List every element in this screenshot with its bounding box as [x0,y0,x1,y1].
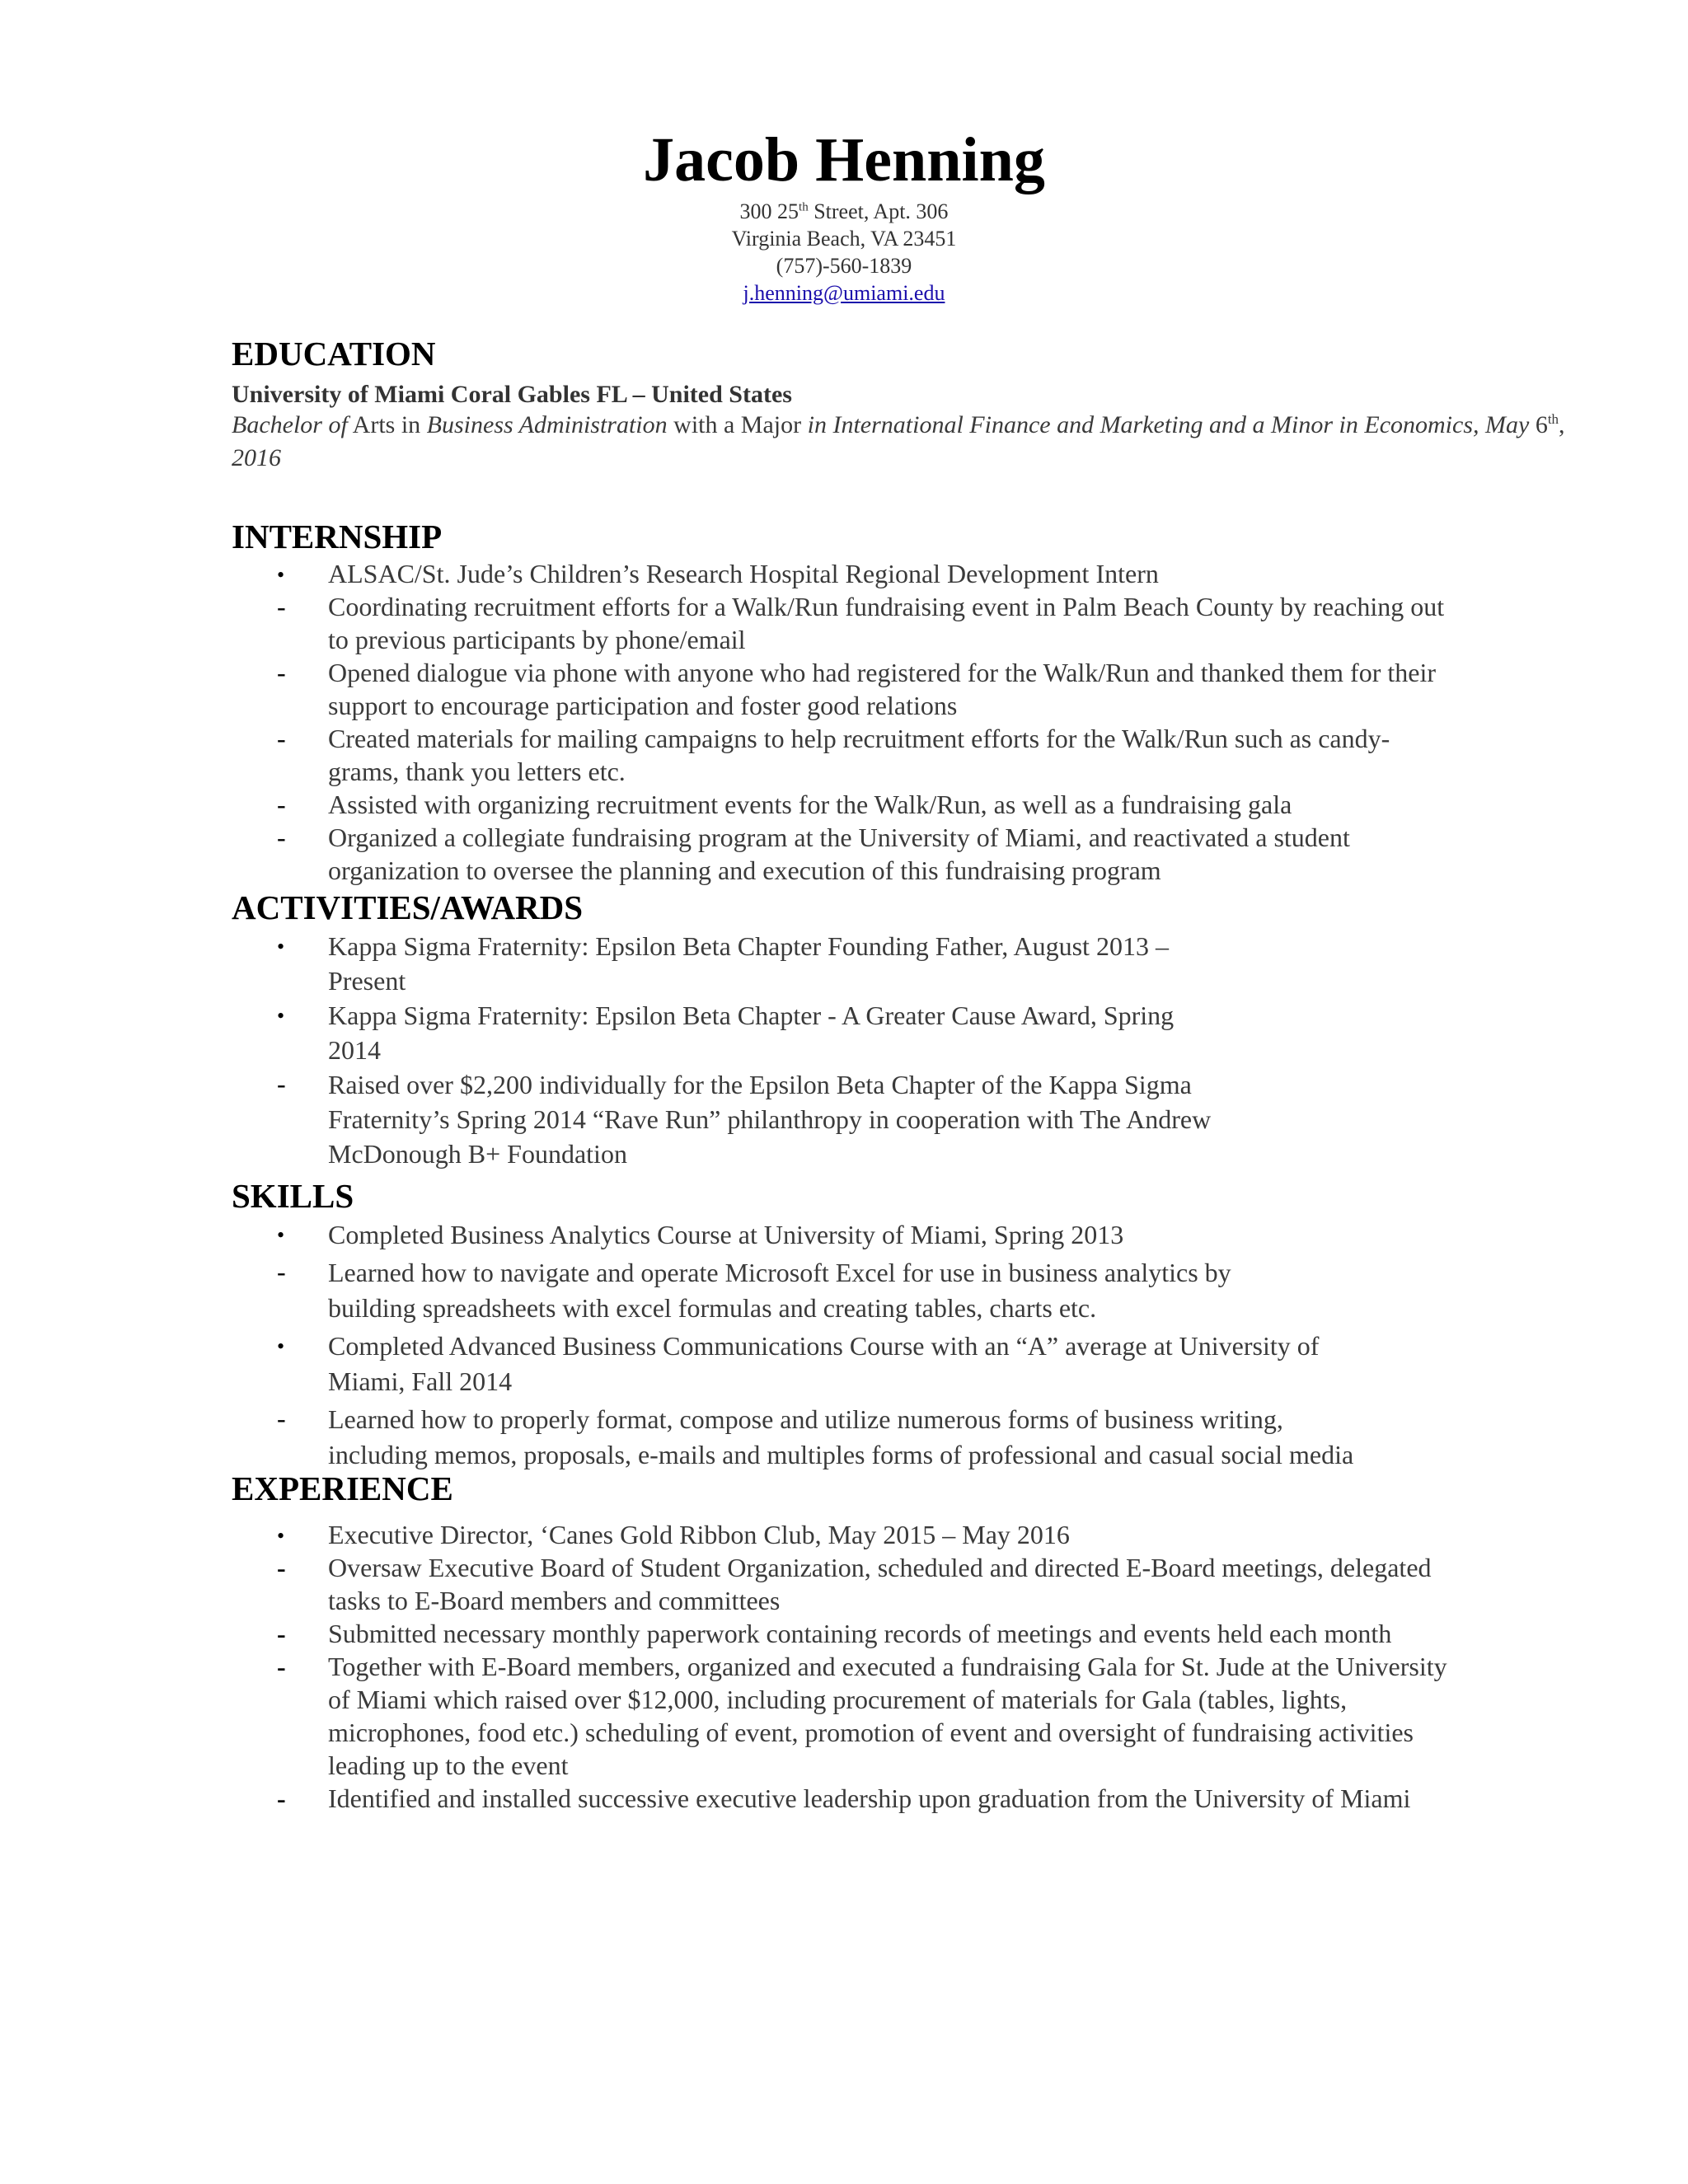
list-item-text: organization to oversee the planning and execution of this fundraising program [328,855,1161,885]
list-item-text: Miami, Fall 2014 [328,1366,513,1396]
city-line: Virginia Beach, VA 23451 [731,227,957,251]
list-item-text: Organized a collegiate fundraising program at the University of Miami, and reactivated a student [328,823,1350,852]
education-heading: EDUCATION [232,335,436,373]
bullet-marker: • [277,1334,285,1358]
list-item-text: Created materials for mailing campaigns to help recruitment efforts for the Walk/Run such as candy- [328,724,1390,753]
list-item-text: Identified and installed successive executive leadership upon graduation from the University of Miami [328,1783,1411,1813]
list-item-text: Completed Business Analytics Course at University of Miami, Spring 2013 [328,1220,1124,1249]
list-item-text: Learned how to properly format, compose and utilize numerous forms of business writing, [328,1404,1283,1434]
dash-marker: - [277,724,286,753]
list-item-text: Kappa Sigma Fraternity: Epsilon Beta Chapter - A Greater Cause Award, Spring [328,1001,1175,1030]
dash-marker: - [277,1404,286,1433]
bullet-marker: • [277,563,285,587]
list-item-text: of Miami which raised over $12,000, including procurement of materials for Gala (tables, lights, [328,1685,1348,1714]
internship-heading: INTERNSHIP [232,518,443,555]
bullet-marker: • [277,1223,285,1247]
degree-part: 6 [1535,411,1548,438]
list-item-text: microphones, food etc.) scheduling of event, promotion of event and oversight of fundraising activities [328,1718,1414,1747]
bullet-marker: • [277,1524,285,1548]
list-item-text: grams, thank you letters etc. [328,757,626,786]
dash-marker: - [277,1783,286,1813]
list-item-text: McDonough B+ Foundation [328,1139,627,1169]
address-number: 300 25 [739,199,799,223]
degree-description [232,409,1567,475]
list-item-text: Completed Advanced Business Communications Course with an “A” average at University of [328,1331,1320,1361]
experience-heading: EXPERIENCE [232,1469,453,1507]
list-item-text: Submitted necessary monthly paperwork containing records of meetings and events held each month [328,1619,1392,1648]
degree-part: Business Administration [426,411,668,438]
candidate-name: Jacob Henning [643,125,1045,194]
degree-part: , [1559,411,1565,438]
degree-ordinal: th [1547,411,1559,427]
dash-marker: - [277,1553,286,1582]
list-item-text: Oversaw Executive Board of Student Organization, scheduled and directed E-Board meetings, delegated [328,1553,1432,1582]
dash-marker: - [277,1619,286,1648]
skills-heading: SKILLS [232,1177,354,1215]
list-item-text: Opened dialogue via phone with anyone who had registered for the Walk/Run and thanked them for their [328,658,1436,687]
degree-year: 2016 [232,444,281,471]
degree-part: in International Finance and Marketing and a Minor in Economics, May [807,411,1536,438]
degree-part: Arts in [347,411,427,438]
list-item-text: ALSAC/St. Jude’s Children’s Research Hospital Regional Development Intern [328,559,1159,588]
dash-marker: - [277,1652,286,1681]
list-item-text: Coordinating recruitment efforts for a Walk/Run fundraising event in Palm Beach County by reaching out [328,592,1445,621]
address-street: Street, Apt. 306 [808,199,949,223]
degree-part: Bachelor of [232,411,348,438]
phone-number: (757)-560-1839 [776,254,912,278]
list-item-text: tasks to E-Board members and committees [328,1586,781,1615]
address-ordinal: th [799,200,809,214]
list-item-text: Raised over $2,200 individually for the Epsilon Beta Chapter of the Kappa Sigma [328,1070,1192,1099]
address-line [0,198,1688,225]
dash-marker: - [277,1257,286,1286]
email-link[interactable]: j.henning@umiami.edu [743,281,945,305]
degree-part: with a Major [667,411,808,438]
dash-marker: - [277,1069,286,1099]
list-item-text: 2014 [328,1035,381,1065]
list-item-text: to previous participants by phone/email [328,625,746,654]
list-item-text: leading up to the event [328,1750,569,1780]
school-name: University of Miami Coral Gables FL – United States [232,381,792,408]
dash-marker: - [277,790,286,819]
dash-marker: - [277,592,286,621]
list-item-text: Together with E-Board members, organized and executed a fundraising Gala for St. Jude at the University [328,1652,1447,1681]
dash-marker: - [277,658,286,687]
list-item-text: support to encourage participation and foster good relations [328,691,958,720]
list-item-text: Learned how to navigate and operate Microsoft Excel for use in business analytics by [328,1258,1231,1287]
list-item-text: building spreadsheets with excel formulas and creating tables, charts etc. [328,1293,1097,1323]
list-item-text: including memos, proposals, e-mails and multiples forms of professional and casual social media [328,1440,1354,1469]
list-item-text: Executive Director, ‘Canes Gold Ribbon Club, May 2015 – May 2016 [328,1520,1070,1549]
dash-marker: - [277,823,286,852]
list-item-text: Assisted with organizing recruitment events for the Walk/Run, as well as a fundraising gala [328,790,1292,819]
list-item-text: Fraternity’s Spring 2014 “Rave Run” philanthropy in cooperation with The Andrew [328,1104,1212,1134]
contact-block [0,198,1688,307]
bullet-marker: • [277,935,285,958]
list-item-text: Kappa Sigma Fraternity: Epsilon Beta Chapter Founding Father, August 2013 – [328,931,1169,961]
list-item-text: Present [328,966,406,996]
activities-heading: ACTIVITIES/AWARDS [232,888,584,926]
bullet-marker: • [277,1004,285,1028]
